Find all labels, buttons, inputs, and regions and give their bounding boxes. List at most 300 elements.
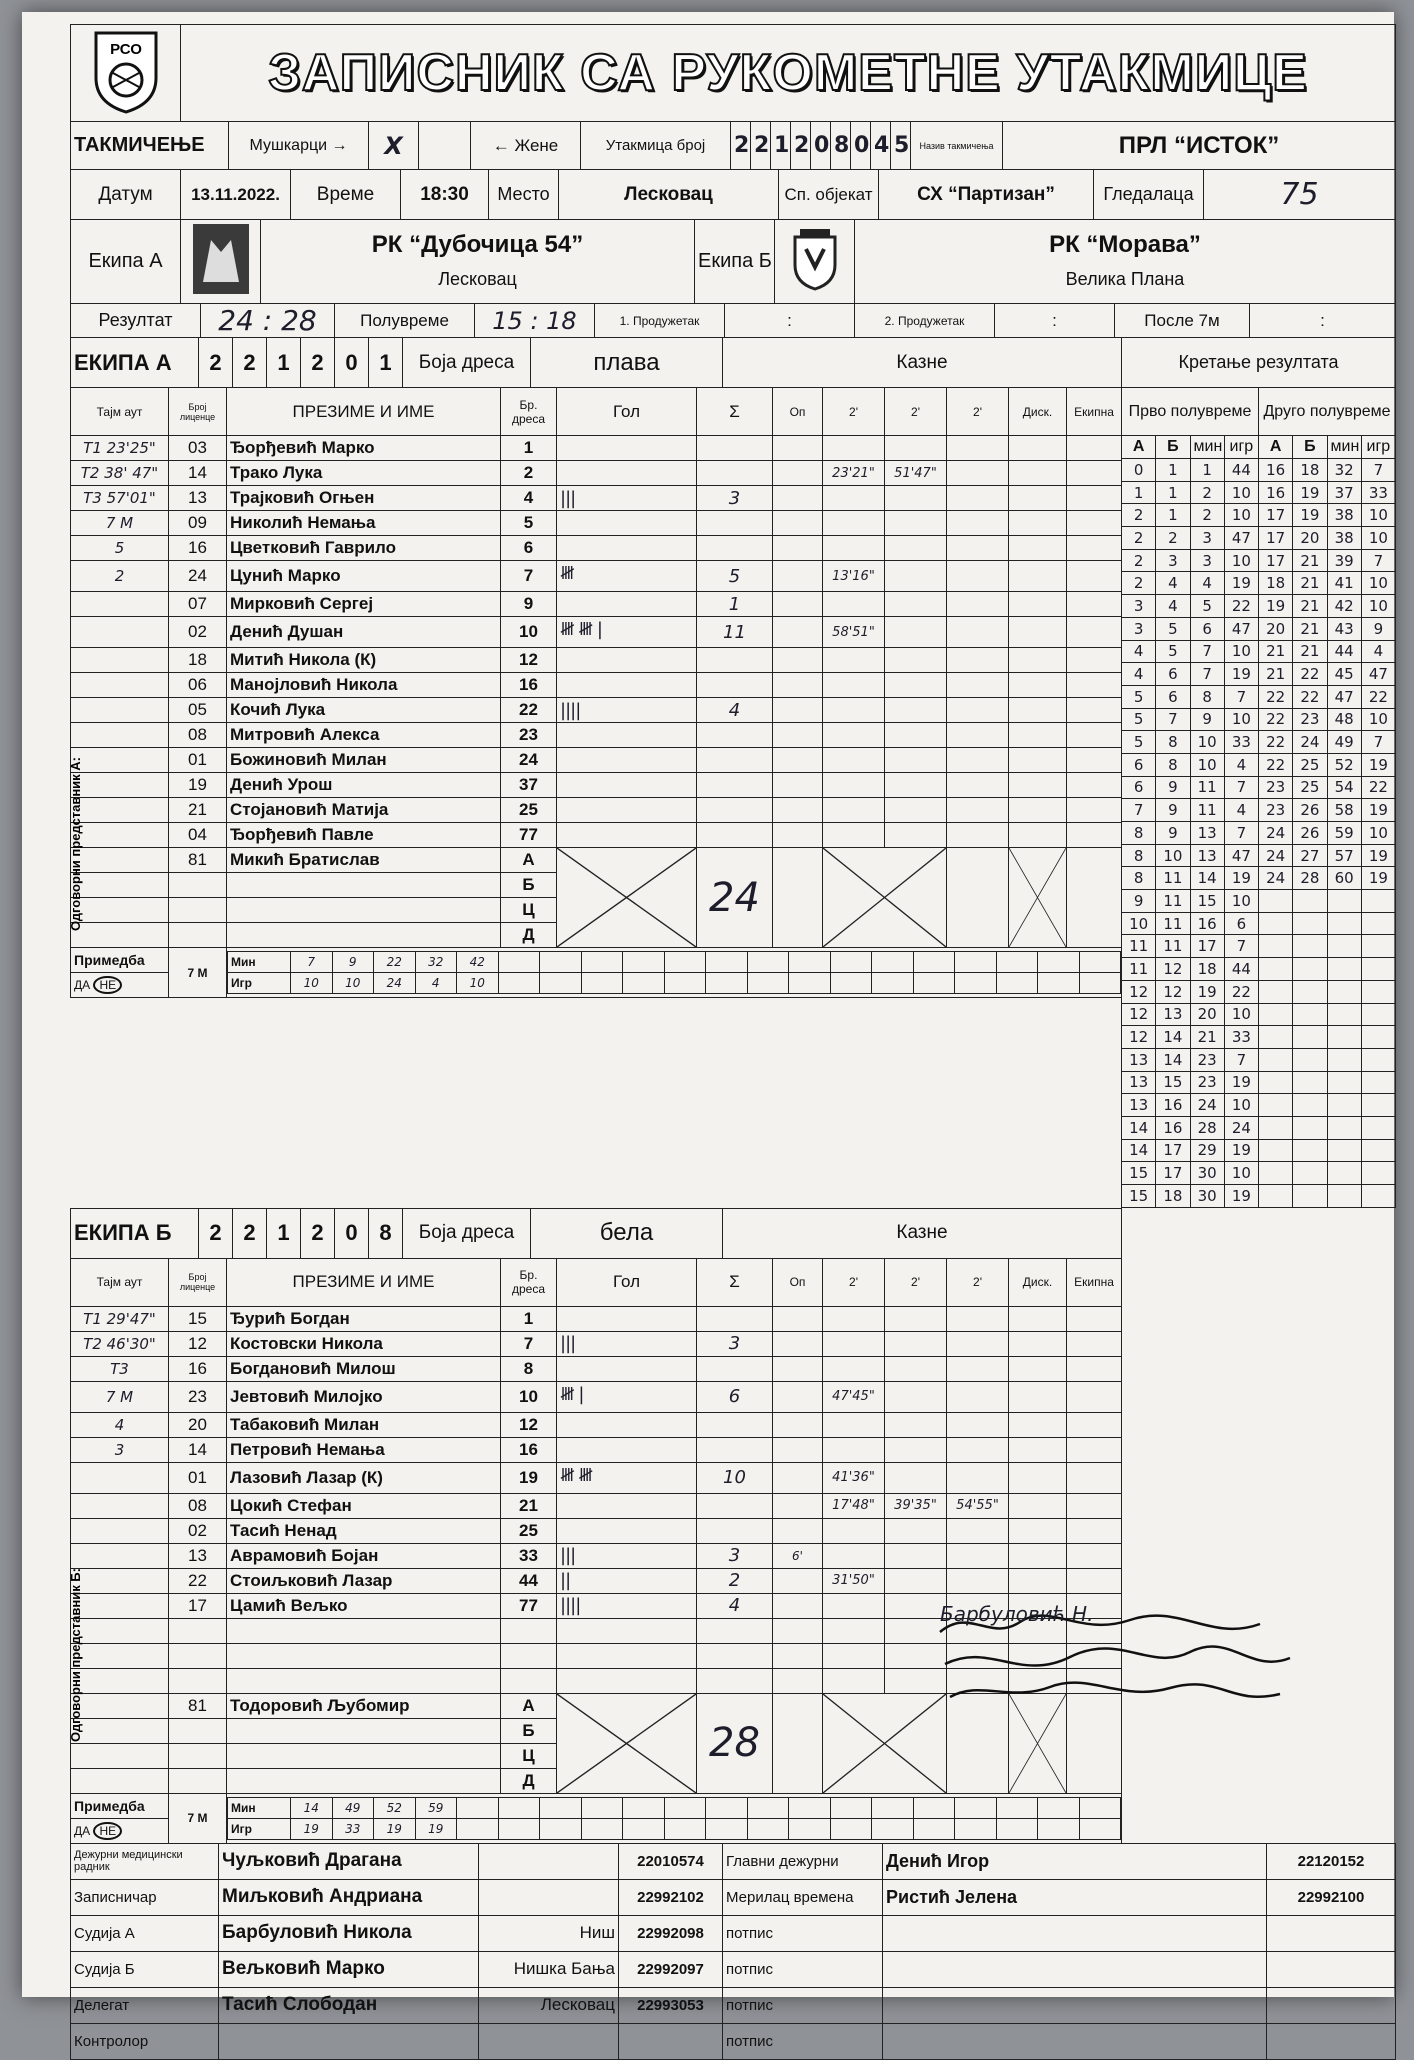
license-cell: 02	[169, 1518, 227, 1543]
progress-cell: 6	[1156, 685, 1190, 708]
min-label: Мин	[228, 1797, 291, 1818]
first-half-label: Прво полувреме	[1122, 388, 1259, 436]
progress-cell: 18	[1156, 1185, 1190, 1208]
seven-m-minute	[830, 1797, 872, 1818]
empty-cell	[501, 1668, 557, 1693]
seven-m-player	[872, 1818, 914, 1839]
timeout-cell: Т1 23'25"	[71, 436, 169, 461]
progress-cell: 4	[1361, 640, 1395, 663]
official-license: 22993053	[619, 1987, 723, 2023]
progress-cell: 7	[1361, 731, 1395, 754]
license-cell: 22	[169, 1568, 227, 1593]
official-license-2: 22120152	[1267, 1843, 1396, 1879]
progress-cell: 3	[1156, 549, 1190, 572]
progress-cell: 26	[1293, 799, 1327, 822]
progress-cell	[1361, 1026, 1395, 1049]
time-value: 18:30	[401, 170, 489, 220]
teams-row	[70, 219, 1396, 304]
col-min: мин	[1190, 436, 1224, 459]
penalty-2	[885, 1412, 947, 1437]
seven-m-minute: 22	[374, 952, 416, 973]
seven-m-minute	[789, 952, 831, 973]
disq-cell	[1009, 1412, 1067, 1437]
progress-cell: 17	[1259, 527, 1293, 550]
progress-cell: 10	[1224, 890, 1258, 913]
jersey-number: 77	[501, 823, 557, 848]
seven-m-player: 19	[415, 1818, 457, 1839]
goal-sum	[697, 1306, 773, 1331]
disq-cell	[1009, 1356, 1067, 1381]
col-b: Б	[1156, 436, 1190, 459]
player-name: Ђорђевић Марко	[227, 436, 501, 461]
col-2min: 2'	[885, 1258, 947, 1306]
progress-cell	[1293, 912, 1327, 935]
shield-icon	[91, 28, 161, 114]
penalty-3	[947, 1568, 1009, 1593]
empty-cell	[947, 1693, 1009, 1793]
progress-cell: 7	[1224, 935, 1258, 958]
warning-cell	[773, 1568, 823, 1593]
progress-cell	[1327, 1139, 1361, 1162]
col-2min: 2'	[947, 388, 1009, 436]
progress-cell: 1	[1122, 481, 1156, 504]
empty-cell	[227, 1643, 501, 1668]
jersey-number: 7	[501, 1331, 557, 1356]
team-penalty-cell	[1067, 536, 1122, 561]
seven-m-minute	[664, 952, 706, 973]
match-digit: 2	[731, 122, 751, 170]
team-a-heading-label: ЕКИПА А	[71, 338, 199, 388]
seven-m-player	[457, 1818, 499, 1839]
progress-cell: 9	[1156, 776, 1190, 799]
seven-m-player	[955, 1818, 997, 1839]
timeout-cell: 4	[71, 1412, 169, 1437]
official-role-2: потпис	[723, 1915, 883, 1951]
goal-sum	[697, 436, 773, 461]
note-no[interactable]: НЕ	[93, 976, 122, 994]
progress-cell: 47	[1224, 617, 1258, 640]
progress-cell: 7	[1224, 776, 1258, 799]
progress-cell: 10	[1361, 822, 1395, 845]
seven-m-minute: 42	[457, 952, 499, 973]
seven-m-minute	[996, 1797, 1038, 1818]
progress-cell	[1361, 1003, 1395, 1026]
note-yes-no	[71, 1818, 169, 1843]
player-name: Цокић Стефан	[227, 1493, 501, 1518]
seven-m-player: 24	[374, 973, 416, 994]
official-row	[71, 1843, 1396, 1879]
result-row	[70, 303, 1396, 338]
warning-cell	[773, 698, 823, 723]
timeout-cell	[71, 1493, 169, 1518]
seven-m-player	[913, 973, 955, 994]
progress-cell: 44	[1327, 640, 1361, 663]
progress-cell	[1327, 1185, 1361, 1208]
warning-cell	[773, 673, 823, 698]
official-role-2: Мерилац времена	[723, 1879, 883, 1915]
progress-cell: 13	[1156, 1003, 1190, 1026]
license-cell: 14	[169, 1437, 227, 1462]
col-team-penalty: Екипна	[1067, 1258, 1122, 1306]
after7m-label: После 7м	[1115, 304, 1250, 338]
note-no[interactable]: НЕ	[93, 1822, 122, 1840]
score-progress	[1121, 337, 1396, 1208]
timeout-cell	[71, 1593, 169, 1618]
official-name: Чуљковић Драгана	[219, 1843, 479, 1879]
player-name: Петровић Немања	[227, 1437, 501, 1462]
team-a-crest	[181, 220, 261, 304]
progress-cell: 58	[1327, 799, 1361, 822]
official-role: Б	[501, 873, 557, 898]
license-cell: 19	[169, 773, 227, 798]
col-2min: 2'	[823, 1258, 885, 1306]
seven-m-player	[747, 973, 789, 994]
seven-m-minute	[581, 952, 623, 973]
progress-cell: 19	[1361, 753, 1395, 776]
progress-cell: 21	[1293, 549, 1327, 572]
info-row	[70, 169, 1396, 220]
disq-cell	[1009, 617, 1067, 648]
seven-m-player	[830, 1818, 872, 1839]
progress-cell: 54	[1327, 776, 1361, 799]
result-label: Резултат	[71, 304, 201, 338]
competition-row	[70, 121, 1396, 170]
warning-cell	[773, 461, 823, 486]
penalty-1	[823, 673, 885, 698]
team-penalty-cell	[1067, 1462, 1122, 1493]
progress-cell: 47	[1361, 663, 1395, 686]
note-yes[interactable]: ДА	[74, 978, 91, 992]
seven-m-player	[789, 973, 831, 994]
goal-sum	[697, 798, 773, 823]
team-penalty-cell	[1067, 723, 1122, 748]
goal-tally	[557, 773, 697, 798]
progress-cell	[1259, 890, 1293, 913]
penalty-3	[947, 698, 1009, 723]
progress-cell: 6	[1122, 776, 1156, 799]
seven-m-minute	[913, 1797, 955, 1818]
team-b-heading	[70, 1208, 1122, 1259]
progress-row	[1122, 753, 1396, 776]
progress-row	[1122, 1162, 1396, 1185]
empty-cell	[823, 1668, 885, 1693]
official-name	[227, 873, 501, 898]
team-penalty-cell	[1067, 561, 1122, 592]
empty-cell	[1009, 1668, 1067, 1693]
progress-cell: 10	[1361, 708, 1395, 731]
match-digit: 1	[771, 122, 791, 170]
official-name	[227, 1768, 501, 1793]
timeout-cell: 5	[71, 536, 169, 561]
progress-cell	[1327, 1162, 1361, 1185]
progress-row	[1122, 890, 1396, 913]
goal-sum: 3	[697, 1331, 773, 1356]
player-row	[71, 486, 1122, 511]
seven-m-player	[1038, 1818, 1080, 1839]
team-penalty-cell	[1067, 648, 1122, 673]
player-row	[71, 617, 1122, 648]
col-min: мин	[1327, 436, 1361, 459]
progress-cell	[1259, 1026, 1293, 1049]
player-name: Денић Душан	[227, 617, 501, 648]
jersey-number: 1	[501, 436, 557, 461]
progress-cell: 2	[1190, 481, 1224, 504]
spectators-label: Гледалаца	[1094, 170, 1204, 220]
jersey-number: 22	[501, 698, 557, 723]
team-a-code-digit: 1	[267, 338, 301, 388]
warning-cell	[773, 1412, 823, 1437]
penalty-1: 13'16"	[823, 561, 885, 592]
player-name: Денић Урош	[227, 773, 501, 798]
progress-row	[1122, 572, 1396, 595]
empty-cell	[1067, 1693, 1122, 1793]
progress-cell	[1293, 1162, 1327, 1185]
penalty-2: 39'35"	[885, 1493, 947, 1518]
empty-cell	[823, 1643, 885, 1668]
empty-cell	[773, 1668, 823, 1693]
official-name-2: Ристић Јелена	[883, 1879, 1267, 1915]
team-penalty-cell	[1067, 1437, 1122, 1462]
goal-tally	[557, 673, 697, 698]
progress-cell	[1293, 980, 1327, 1003]
team-b-code-digit: 2	[233, 1208, 267, 1258]
official-name	[227, 923, 501, 948]
license-cell: 01	[169, 1462, 227, 1493]
penalty-2	[885, 1518, 947, 1543]
after7m-value: :	[1250, 304, 1396, 338]
team-b-info	[855, 220, 1396, 304]
progress-cell: 18	[1190, 958, 1224, 981]
penalty-1	[823, 773, 885, 798]
license-cell: 13	[169, 486, 227, 511]
note-yes[interactable]: ДА	[74, 1823, 91, 1838]
warning-cell	[773, 1437, 823, 1462]
col-goals: Гол	[557, 1258, 697, 1306]
seven-m-minute: 9	[332, 952, 374, 973]
team-a-left	[70, 337, 1122, 1208]
official-name: Миљковић Андриана	[219, 1879, 479, 1915]
progress-row	[1122, 822, 1396, 845]
progress-cell	[1293, 1185, 1327, 1208]
warning-cell	[773, 823, 823, 848]
progress-cell: 4	[1156, 595, 1190, 618]
progress-cell: 19	[1361, 844, 1395, 867]
disq-cell	[1009, 486, 1067, 511]
progress-cell: 22	[1259, 753, 1293, 776]
license-cell: 03	[169, 436, 227, 461]
progress-cell: 10	[1224, 1003, 1258, 1026]
progress-cell: 7	[1224, 685, 1258, 708]
goal-tally	[557, 1412, 697, 1437]
col-name: ПРЕЗИМЕ И ИМЕ	[227, 1258, 501, 1306]
progress-cell: 21	[1259, 663, 1293, 686]
player-row	[71, 1668, 1122, 1693]
player-row	[71, 436, 1122, 461]
official-city	[479, 1843, 619, 1879]
goal-tally	[557, 1518, 697, 1543]
venue-value: СХ “Партизан”	[879, 170, 1094, 220]
team-a-kit-label: Боја дреса	[403, 338, 531, 388]
team-b-code-digit: 2	[301, 1208, 335, 1258]
player-row	[71, 1493, 1122, 1518]
progress-cell: 16	[1156, 1116, 1190, 1139]
progress-cell: 12	[1156, 958, 1190, 981]
seven-m-player	[913, 1818, 955, 1839]
penalty-1: 41'36"	[823, 1462, 885, 1493]
official-role: Записничар	[71, 1879, 219, 1915]
timeout-cell	[71, 898, 169, 923]
goal-tally: |||	[557, 486, 697, 511]
license-cell: 81	[169, 1693, 227, 1718]
progress-cell: 21	[1293, 640, 1327, 663]
note-row	[71, 948, 1122, 973]
progress-cell	[1293, 1026, 1327, 1049]
penalty-1	[823, 748, 885, 773]
license-cell: 23	[169, 1381, 227, 1412]
place-value: Лесковац	[559, 170, 779, 220]
timeout-cell	[71, 1743, 169, 1768]
col-warning: Оп	[773, 388, 823, 436]
progress-cell: 7	[1224, 822, 1258, 845]
progress-cell: 10	[1361, 527, 1395, 550]
progress-cell	[1361, 980, 1395, 1003]
seven-m-minute: 14	[291, 1797, 333, 1818]
progress-cell: 10	[1190, 731, 1224, 754]
team-a-code-digit: 2	[301, 338, 335, 388]
player-row	[71, 561, 1122, 592]
progress-cell: 22	[1259, 708, 1293, 731]
team-b-penalties-label: Казне	[723, 1208, 1122, 1258]
team-b-code-digit: 1	[267, 1208, 301, 1258]
penalty-2	[885, 648, 947, 673]
team-b-kit-label: Боја дреса	[403, 1208, 531, 1258]
penalty-2	[885, 486, 947, 511]
progress-row	[1122, 1094, 1396, 1117]
progress-cell	[1259, 958, 1293, 981]
progress-cell	[1259, 1139, 1293, 1162]
progress-cell: 5	[1190, 595, 1224, 618]
goal-tally	[557, 592, 697, 617]
penalty-2	[885, 698, 947, 723]
player-row	[71, 823, 1122, 848]
progress-cell: 12	[1122, 1003, 1156, 1026]
goal-sum	[697, 1493, 773, 1518]
seven-m-player	[706, 1818, 748, 1839]
penalty-1: 47'45"	[823, 1381, 885, 1412]
timeout-cell: 7 М	[71, 1381, 169, 1412]
penalty-3	[947, 561, 1009, 592]
score-sheet	[22, 12, 1394, 2050]
col-sum: Σ	[697, 388, 773, 436]
progress-cell: 19	[1190, 980, 1224, 1003]
progress-cell	[1327, 980, 1361, 1003]
progress-cell: 2	[1156, 527, 1190, 550]
seven-m-minute	[955, 1797, 997, 1818]
col-warning: Оп	[773, 1258, 823, 1306]
progress-cell: 59	[1327, 822, 1361, 845]
seven-m-minute: 52	[374, 1797, 416, 1818]
warning-cell	[773, 1306, 823, 1331]
seven-m-player: 10	[332, 973, 374, 994]
progress-cell: 14	[1122, 1116, 1156, 1139]
penalty-2	[885, 1543, 947, 1568]
timeout-cell: Т2 46'30"	[71, 1331, 169, 1356]
license-cell	[169, 1768, 227, 1793]
date-label: Датум	[71, 170, 181, 220]
official-license-2	[1267, 1987, 1396, 2023]
seven-m-label: 7 М	[169, 948, 227, 998]
official-row	[71, 1987, 1396, 2023]
timeout-cell	[71, 923, 169, 948]
warning-cell	[773, 536, 823, 561]
note-label: Примедба	[71, 1793, 169, 1818]
seven-m-minute: 59	[415, 1797, 457, 1818]
progress-row	[1122, 481, 1396, 504]
player-row	[71, 536, 1122, 561]
time-label: Време	[291, 170, 401, 220]
penalty-2	[885, 1437, 947, 1462]
representative-label: Одговорни представник Б:	[68, 1567, 83, 1742]
seven-m-minute	[1079, 1797, 1121, 1818]
official-role-2: потпис	[723, 1951, 883, 1987]
cross-box	[1009, 848, 1067, 948]
progress-cell: 10	[1224, 1094, 1258, 1117]
jersey-number: 12	[501, 648, 557, 673]
progress-cell	[1361, 1094, 1395, 1117]
empty-cell	[227, 1618, 501, 1643]
jersey-number: 77	[501, 1593, 557, 1618]
penalty-1	[823, 723, 885, 748]
progress-cell: 19	[1224, 1185, 1258, 1208]
progress-cell: 16	[1259, 481, 1293, 504]
col-license: Број лиценце	[169, 1258, 227, 1306]
seven-m-player	[996, 973, 1038, 994]
jersey-number: 9	[501, 592, 557, 617]
progress-cell: 48	[1327, 708, 1361, 731]
progress-cell: 6	[1190, 617, 1224, 640]
disq-cell	[1009, 592, 1067, 617]
team-penalty-cell	[1067, 617, 1122, 648]
progress-cell: 15	[1156, 1071, 1190, 1094]
progress-cell	[1259, 1185, 1293, 1208]
seven-m-player: 33	[332, 1818, 374, 1839]
progress-cell: 52	[1327, 753, 1361, 776]
penalty-1	[823, 798, 885, 823]
progress-cell: 10	[1122, 912, 1156, 935]
progress-cell	[1327, 1048, 1361, 1071]
official-name-2: Денић Игор	[883, 1843, 1267, 1879]
license-cell: 18	[169, 648, 227, 673]
official-license: 22010574	[619, 1843, 723, 1879]
seven-m-minute	[747, 952, 789, 973]
second-half-label: Друго полувреме	[1259, 388, 1396, 436]
progress-cell: 11	[1156, 935, 1190, 958]
seven-m-minute	[664, 1797, 706, 1818]
progress-cell	[1293, 890, 1327, 913]
cross-box	[1009, 1693, 1067, 1793]
progress-cell: 14	[1122, 1139, 1156, 1162]
seven-m-min-row	[228, 952, 1121, 973]
seven-m-player	[623, 973, 665, 994]
timeout-cell	[71, 592, 169, 617]
seven-m-minute	[1038, 1797, 1080, 1818]
disq-cell	[1009, 798, 1067, 823]
col-team-penalty: Екипна	[1067, 388, 1122, 436]
progress-cell: 13	[1122, 1071, 1156, 1094]
official-role-2: потпис	[723, 1987, 883, 2023]
seven-m-player	[747, 1818, 789, 1839]
penalty-2	[885, 617, 947, 648]
